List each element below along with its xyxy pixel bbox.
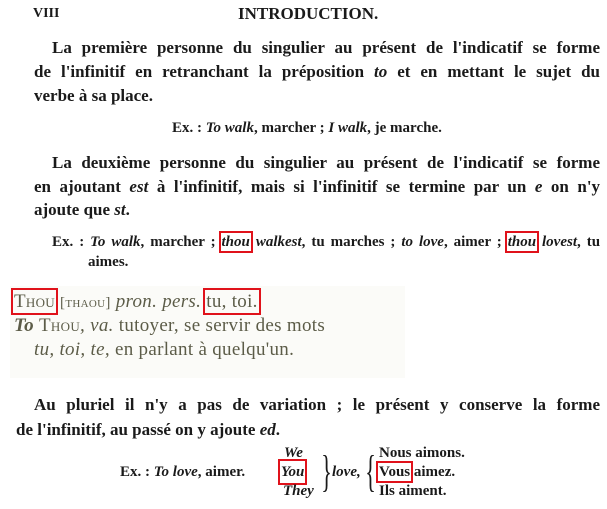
page-title: INTRODUCTION.	[238, 4, 379, 23]
emphasis: To walk	[90, 234, 141, 250]
highlight-headword: Thou	[14, 291, 55, 312]
text: ajoute que	[34, 200, 111, 219]
text: Thou	[39, 315, 81, 336]
emphasis: To	[14, 315, 34, 336]
emphasis: st	[114, 200, 126, 219]
text-line	[34, 200, 130, 220]
dictionary-line	[34, 340, 294, 360]
text-line	[16, 420, 280, 440]
text	[120, 462, 245, 482]
example-1	[172, 118, 442, 138]
verb: love,	[332, 464, 361, 480]
example-2-continuation: aimes.	[88, 254, 129, 270]
emphasis: to	[374, 62, 388, 81]
emphasis: ed	[259, 420, 276, 439]
dictionary-excerpt	[10, 286, 405, 378]
highlight-translation: tu, toi.	[206, 291, 258, 312]
text: aimez.	[413, 464, 456, 480]
text: en ajoutant	[34, 177, 121, 196]
page-number: VIII	[33, 6, 60, 21]
french-line	[379, 462, 455, 482]
text-line: verbe à sa place.	[34, 86, 153, 105]
text: de l'infinitif, au passé on y ajoute	[16, 420, 256, 439]
pronoun: We	[284, 445, 303, 461]
text: , marcher ;	[253, 120, 325, 136]
text: tutoyer, se servir des mots	[118, 315, 326, 336]
emphasis: To walk	[205, 120, 254, 136]
right-brace: }	[321, 447, 332, 496]
emphasis: est	[129, 177, 149, 196]
highlight-thou: thou	[221, 234, 250, 250]
text: de l'infinitif en retranchant la préposition	[34, 62, 365, 81]
text: , aimer.	[197, 464, 246, 480]
pronunciation: [thaou]	[60, 295, 111, 311]
text: on n'y	[550, 177, 601, 196]
emphasis: walkest	[255, 234, 302, 250]
highlight-pronoun-you: You	[281, 464, 305, 480]
french-line: Nous aimons.	[379, 445, 465, 461]
text-line: La deuxième personne du singulier au présent de l'indicatif se forme	[52, 153, 600, 172]
emphasis: , va.	[80, 315, 114, 336]
pronoun: They	[283, 483, 314, 499]
dictionary-line	[14, 292, 258, 313]
highlight-vous: Vous	[379, 464, 411, 480]
emphasis: To love	[153, 464, 198, 480]
emphasis: tu, toi, te,	[34, 339, 110, 360]
text-line	[34, 177, 600, 197]
french-line: Ils aiment.	[379, 483, 447, 499]
emphasis: I walk	[328, 120, 368, 136]
highlight-thou: thou	[507, 234, 537, 250]
text: .	[275, 420, 280, 439]
ex-label: Ex. :	[172, 120, 202, 136]
ex-label: Ex. :	[52, 234, 85, 250]
text: en parlant à quelqu'un.	[114, 339, 295, 360]
text: .	[125, 200, 130, 219]
emphasis: e	[534, 177, 543, 196]
text: , tu marches ;	[301, 234, 396, 250]
text: à l'infinitif, mais si l'infinitif se termine par un	[156, 177, 527, 196]
text: , aimer ;	[443, 234, 502, 250]
text: , tu	[577, 234, 601, 250]
emphasis: lovest	[542, 234, 578, 250]
text: , marcher ;	[140, 234, 216, 250]
text-line	[34, 62, 600, 82]
ex-label: Ex. :	[120, 464, 150, 480]
left-brace: {	[365, 447, 376, 496]
text-line: La première personne du singulier au présent de l'indicatif se forme	[52, 38, 600, 57]
text-line: Au pluriel il n'y a pas de variation ; le présent y conserve la forme	[34, 395, 600, 414]
emphasis: to love	[401, 234, 444, 250]
text: , je marche.	[367, 120, 442, 136]
example-2	[52, 232, 600, 252]
part-of-speech: pron. pers.	[115, 291, 202, 312]
text: et en mettant le sujet du	[397, 62, 601, 81]
dictionary-line	[14, 316, 325, 336]
